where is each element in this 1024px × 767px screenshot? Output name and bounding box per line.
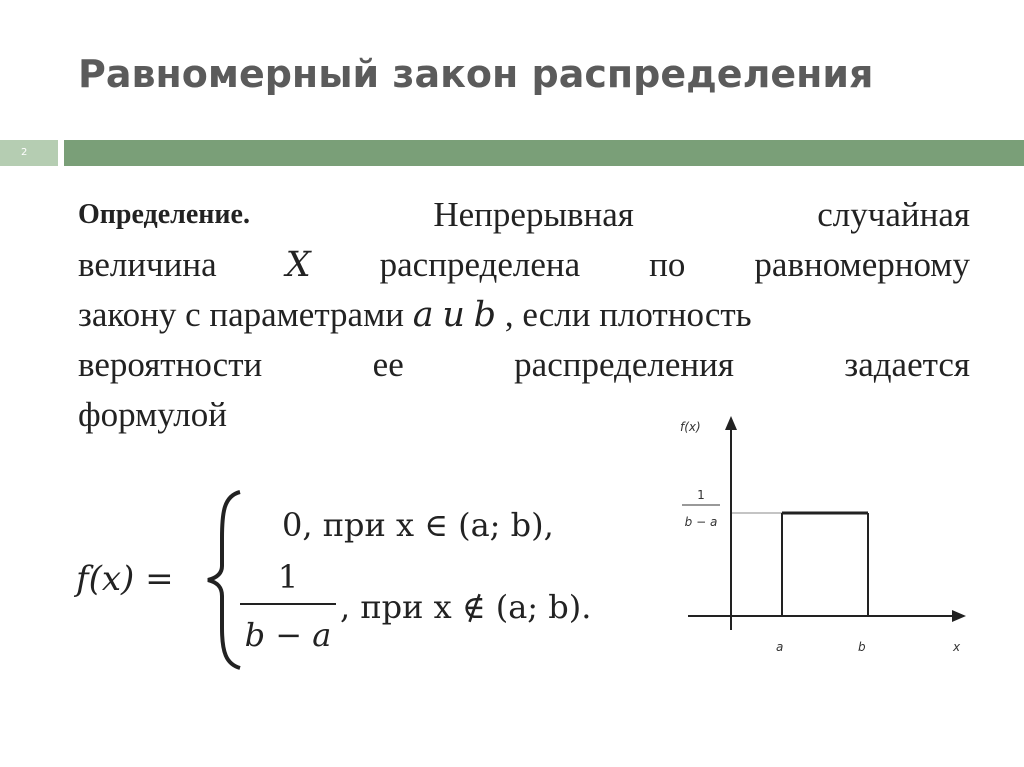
y-axis-arrow-icon <box>725 416 737 430</box>
definition-label: Определение. <box>78 199 250 230</box>
x-axis-arrow-icon <box>952 610 966 622</box>
formula-fraction-denominator: b − a <box>244 616 332 654</box>
definition-word: по <box>649 245 686 284</box>
definition-word: распределена <box>379 245 581 284</box>
definition-word: ее <box>372 345 404 384</box>
height-label-numerator: 1 <box>697 488 705 502</box>
variable-b: b <box>473 295 497 335</box>
definition-text: закону с параметрами <box>78 295 404 334</box>
x-axis-label: x <box>953 640 961 654</box>
y-axis-label: f(x) <box>680 420 701 434</box>
formula-case-1: 0, при x ∈ (a; b), <box>282 506 554 544</box>
definition-word: Непрерывная <box>433 195 634 234</box>
slide-number: 2 <box>21 147 28 158</box>
conjunction: и <box>442 295 465 335</box>
tick-label-b: b <box>858 640 866 654</box>
definition-word: вероятности <box>78 345 263 384</box>
definition-word: формулой <box>78 395 227 434</box>
definition-word: случайная <box>817 195 970 234</box>
definition-text: , если плотность <box>504 295 752 334</box>
tick-label-a: a <box>776 640 784 654</box>
definition-word: распределения <box>514 345 734 384</box>
formula-case-2: , при x ∉ (a; b). <box>340 588 592 626</box>
formula-fraction-numerator: 1 <box>277 558 299 596</box>
definition-word: задается <box>844 345 970 384</box>
slide-title: Равномерный закон распределения <box>78 52 874 96</box>
variable-a: a <box>412 295 434 335</box>
definition-word: равномерному <box>754 245 970 284</box>
formula-lhs: f(x) = <box>76 559 174 599</box>
height-label-denominator: b − a <box>684 515 718 529</box>
definition-word: величина <box>78 245 217 284</box>
variable-x: X <box>285 245 311 285</box>
